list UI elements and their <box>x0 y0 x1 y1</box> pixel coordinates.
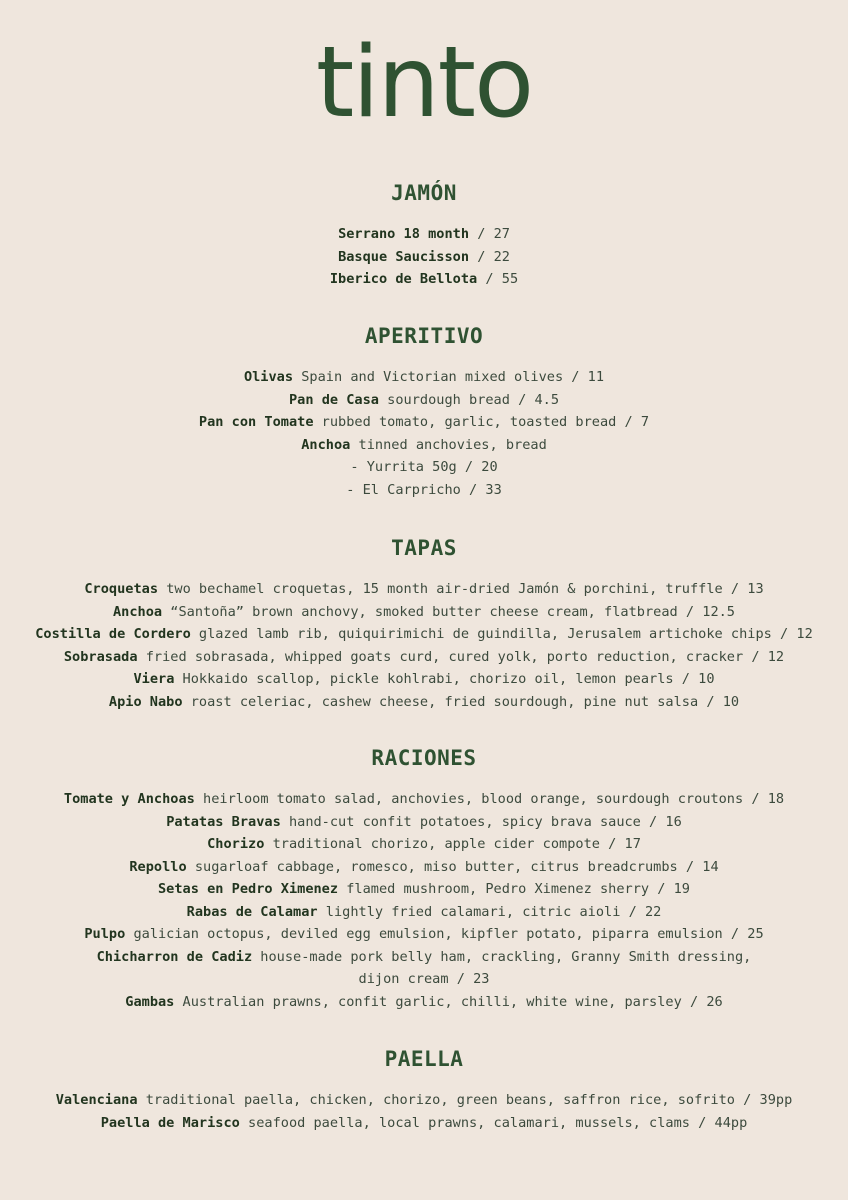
menu-item-name: Serrano 18 month <box>338 226 470 242</box>
menu-item-price: / 27 <box>469 226 510 242</box>
menu-item-price: / 10 <box>698 693 740 710</box>
menu-item-price: / 7 <box>616 414 650 430</box>
menu-item <box>0 411 848 434</box>
menu-item <box>0 246 848 269</box>
menu-item-price: / 18 <box>743 791 785 807</box>
menu-item-name: Chicharron de Cadiz <box>96 948 253 965</box>
menu-item-list <box>0 1089 848 1134</box>
menu-item-price: / 12.5 <box>677 603 735 620</box>
menu-item-price: / 23 <box>448 971 490 987</box>
menu-item <box>0 646 848 669</box>
menu-item-description: seafood paella, local prawns, calamari, mussels, clams <box>239 1114 690 1131</box>
menu-item <box>0 991 848 1014</box>
menu-item-name: Viera <box>133 671 175 687</box>
menu-item-name: Setas en Pedro Ximenez <box>158 881 339 897</box>
menu-item-price: / 13 <box>722 581 764 597</box>
menu-item-list <box>0 578 848 713</box>
menu-item-description: house-made pork belly ham, crackling, Granny Smith dressing, <box>252 948 752 965</box>
menu-item-description: Spain and Victorian mixed olives <box>293 369 564 385</box>
menu-item-price: / 10 <box>673 671 715 687</box>
menu-item-price: / 22 <box>620 903 662 920</box>
menu-item-name: Pan de Casa <box>288 391 379 408</box>
section-paella <box>0 1046 848 1134</box>
menu-item <box>0 878 848 901</box>
menu-item-description: dijon cream <box>358 971 449 987</box>
menu-item-price: / 25 <box>722 926 764 942</box>
menu-item <box>0 601 848 624</box>
menu-item-name: Iberico de Bellota <box>329 271 478 287</box>
menu-item-name: Repollo <box>129 858 187 875</box>
menu-item-price: / 39pp <box>735 1092 793 1108</box>
section-heading: TAPAS <box>391 536 457 560</box>
menu-item <box>0 434 848 457</box>
menu-item-price: / 20 <box>456 459 498 475</box>
menu-item-price: / 17 <box>599 836 641 852</box>
section-raciones <box>0 745 848 1013</box>
menu-item-name: Costilla de Cordero <box>35 626 191 642</box>
menu-item-list <box>0 223 848 291</box>
menu-item <box>0 366 848 389</box>
menu-item-price: / 22 <box>469 248 510 265</box>
menu-item-description: - El Carpricho <box>346 481 461 498</box>
menu-item-name: Apio Nabo <box>108 693 183 710</box>
menu-item <box>0 668 848 691</box>
menu-item <box>0 1112 848 1135</box>
menu-item-description: - Yurrita 50g <box>350 459 457 475</box>
menu-item <box>0 968 848 991</box>
menu-item-description: galician octopus, deviled egg emulsion, kipfler potato, piparra emulsion <box>125 926 723 942</box>
menu-item-name: Basque Saucisson <box>338 248 470 265</box>
menu-item <box>0 811 848 834</box>
menu-item-description: glazed lamb rib, quiquirimichi de guindilla, Jerusalem artichoke chips <box>190 626 772 642</box>
section-tapas <box>0 535 848 713</box>
menu-item-description: traditional chorizo, apple cider compote <box>264 836 600 852</box>
menu-item-name: Tomate y Anchoas <box>63 791 195 807</box>
menu-item-description: roast celeriac, cashew cheese, fried sourdough, pine nut salsa <box>182 693 699 710</box>
section-heading: RACIONES <box>371 746 477 770</box>
menu-item-description: rubbed tomato, garlic, toasted bread <box>313 414 617 430</box>
menu-item-name: Rabas de Calamar <box>186 903 318 920</box>
menu-item-price: / 4.5 <box>509 391 560 408</box>
menu-item <box>0 623 848 646</box>
section-heading: APERITIVO <box>364 324 484 348</box>
menu-item <box>0 788 848 811</box>
menu-item-description: hand-cut confit potatoes, spicy brava sauce <box>280 813 641 830</box>
menu-item-name: Anchoa <box>112 603 163 620</box>
menu-item-description: two bechamel croquetas, 15 month air-dried Jamón & porchini, truffle <box>158 581 723 597</box>
section-jamon <box>0 180 848 291</box>
menu-item-price: / 14 <box>677 858 719 875</box>
menu-item <box>0 1089 848 1112</box>
menu-item-description: “Santoña” brown anchovy, smoked butter cheese cream, flatbread <box>162 603 678 620</box>
menu-item-price: / 12 <box>743 648 785 665</box>
section-aperitivo <box>0 323 848 501</box>
menu-item-name: Pulpo <box>84 926 126 942</box>
menu-item <box>0 578 848 601</box>
menu-item-name: Patatas Bravas <box>166 813 281 830</box>
menu-item-description: sugarloaf cabbage, romesco, miso butter, citrus breadcrumbs <box>186 858 678 875</box>
menu-item <box>0 268 848 291</box>
menu-item-price: / 33 <box>460 481 502 498</box>
menu-item-name: Pan con Tomate <box>198 414 314 430</box>
menu-item-list <box>0 788 848 1013</box>
menu-item-price: / 26 <box>681 993 723 1010</box>
menu-item <box>0 389 848 412</box>
section-heading: PAELLA <box>384 1047 464 1071</box>
menu-item-description: tinned anchovies, bread <box>350 436 547 453</box>
menu-item-description: heirloom tomato salad, anchovies, blood orange, sourdough croutons <box>194 791 744 807</box>
menu-item-price: / 55 <box>477 271 519 287</box>
menu-item-name: Anchoa <box>301 436 351 453</box>
menu-item-name: Olivas <box>243 369 294 385</box>
restaurant-logo: tinto <box>315 26 533 140</box>
menu-item-description: fried sobrasada, whipped goats curd, cured yolk, porto reduction, cracker <box>137 648 744 665</box>
menu-item <box>0 456 848 479</box>
menu-item <box>0 901 848 924</box>
menu-item-name: Valenciana <box>55 1092 138 1108</box>
menu-item-price: / 11 <box>563 369 605 385</box>
menu-item-description: Hokkaido scallop, pickle kohlrabi, chorizo oil, lemon pearls <box>174 671 674 687</box>
menu-item-list <box>0 366 848 501</box>
section-heading: JAMÓN <box>391 181 457 205</box>
menu-item-price: / 19 <box>649 881 690 897</box>
menu-item-name: Paella de Marisco <box>100 1114 240 1131</box>
menu-item-description: flamed mushroom, Pedro Ximenez sherry <box>338 881 650 897</box>
menu-item-description: sourdough bread <box>378 391 510 408</box>
menu-item-price: / 16 <box>640 813 682 830</box>
menu-item <box>0 833 848 856</box>
menu-item <box>0 856 848 879</box>
menu-item-price: / 44pp <box>689 1114 748 1131</box>
menu-item <box>0 223 848 246</box>
menu-item-name: Gambas <box>125 993 175 1010</box>
menu-item <box>0 923 848 946</box>
menu-item-name: Sobrasada <box>63 648 138 665</box>
menu-item-name: Croquetas <box>84 581 159 597</box>
menu-item-description: lightly fried calamari, citric aioli <box>317 903 621 920</box>
menu-item-description: traditional paella, chicken, chorizo, green beans, saffron rice, sofrito <box>137 1092 735 1108</box>
menu-item-description: Australian prawns, confit garlic, chilli, white wine, parsley <box>174 993 682 1010</box>
menu-item <box>0 691 848 714</box>
menu-item <box>0 946 848 969</box>
menu-item-price: / 12 <box>771 626 813 642</box>
menu-item <box>0 479 848 502</box>
menu-item-name: Chorizo <box>207 836 265 852</box>
